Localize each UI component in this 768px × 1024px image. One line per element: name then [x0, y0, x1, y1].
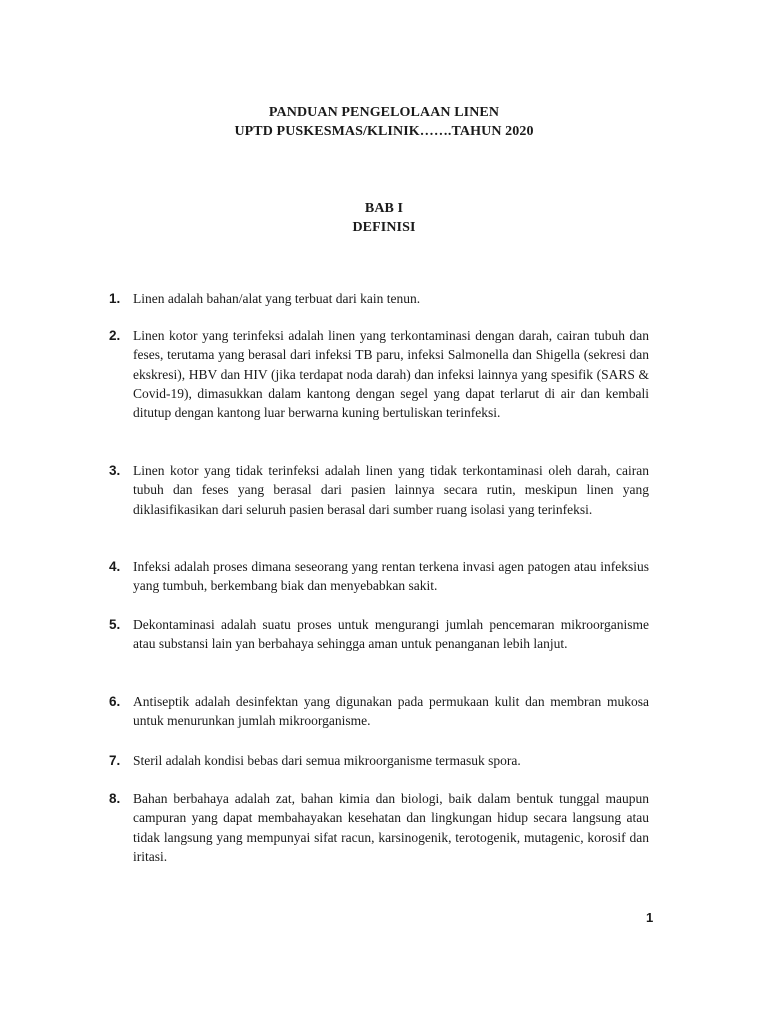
definition-item [104, 692, 649, 731]
definition-text: Dekontaminasi adalah suatu proses untuk mengurangi jumlah pencemaran mikroorganisme atau substansi lain yan berbahaya sehingga aman untuk penanganan lebih lanjut. [133, 617, 649, 652]
definition-number: 6. [109, 694, 121, 709]
definition-text: Antiseptik adalah desinfektan yang digunakan pada permukaan kulit dan membran mukosa untuk menurunkan jumlah mikroorganisme. [133, 694, 649, 729]
definition-item [104, 751, 649, 770]
definition-item [104, 615, 649, 654]
definition-text: Steril adalah kondisi bebas dari semua mikroorganisme termasuk spora. [133, 753, 521, 768]
document-title-line-2: UPTD PUSKESMAS/KLINIK…….TAHUN 2020 [234, 124, 534, 139]
definition-text: Linen adalah bahan/alat yang terbuat dari kain tenun. [133, 291, 421, 306]
definition-item [104, 789, 649, 866]
definition-text: Linen kotor yang tidak terinfeksi adalah linen yang tidak terkontaminasi oleh darah, cairan tubuh dan feses yang berasal dari pasien lainnya secara rutin, meskipun linen yang diklasifikasikan dari seluruh pasien berasal dari sumber ruang isolasi yang terinfeksi. [133, 463, 649, 517]
definition-item [104, 557, 649, 596]
definition-item [104, 461, 649, 519]
chapter-title: DEFINISI [352, 220, 416, 235]
definition-number: 1. [109, 291, 121, 306]
definition-item [104, 289, 649, 308]
chapter-heading [0, 199, 768, 237]
definition-number: 3. [109, 463, 121, 478]
definition-text: Infeksi adalah proses dimana seseorang yang rentan terkena invasi agen patogen atau infeksius yang tumbuh, berkembang biak dan menyebabkan sakit. [133, 559, 649, 594]
definition-number: 8. [109, 791, 121, 806]
document-title [0, 103, 768, 141]
page-number: 1 [646, 910, 654, 925]
definition-text: Linen kotor yang terinfeksi adalah linen yang terkontaminasi dengan darah, cairan tubuh dan feses, terutama yang berasal dari infeksi TB paru, infeksi Salmonella dan Shigella (sekresi dan ekskresi), HBV dan HIV (jika terdapat noda darah) dan infeksi lainnya yang spesifik (SARS & Covid-19), dimasukkan dalam kantong dengan segel yang dapat terlarut di air dan kembali ditutup dengan kantong luar berwarna kuning bertuliskan terinfeksi. [133, 328, 649, 421]
document-title-line-1: PANDUAN PENGELOLAAN LINEN [268, 105, 500, 120]
definition-number: 7. [109, 753, 121, 768]
definition-number: 5. [109, 617, 121, 632]
definition-number: 4. [109, 559, 121, 574]
definition-item [104, 326, 649, 422]
definition-number: 2. [109, 328, 121, 343]
chapter-label: BAB I [364, 201, 404, 216]
definition-text: Bahan berbahaya adalah zat, bahan kimia dan biologi, baik dalam bentuk tunggal maupun campuran yang dapat membahayakan kesehatan dan lingkungan hidup secara langsung atau tidak langsung yang mempunyai sifat racun, karsinogenik, terotogenik, mutagenic, korosif dan iritasi. [133, 791, 649, 864]
